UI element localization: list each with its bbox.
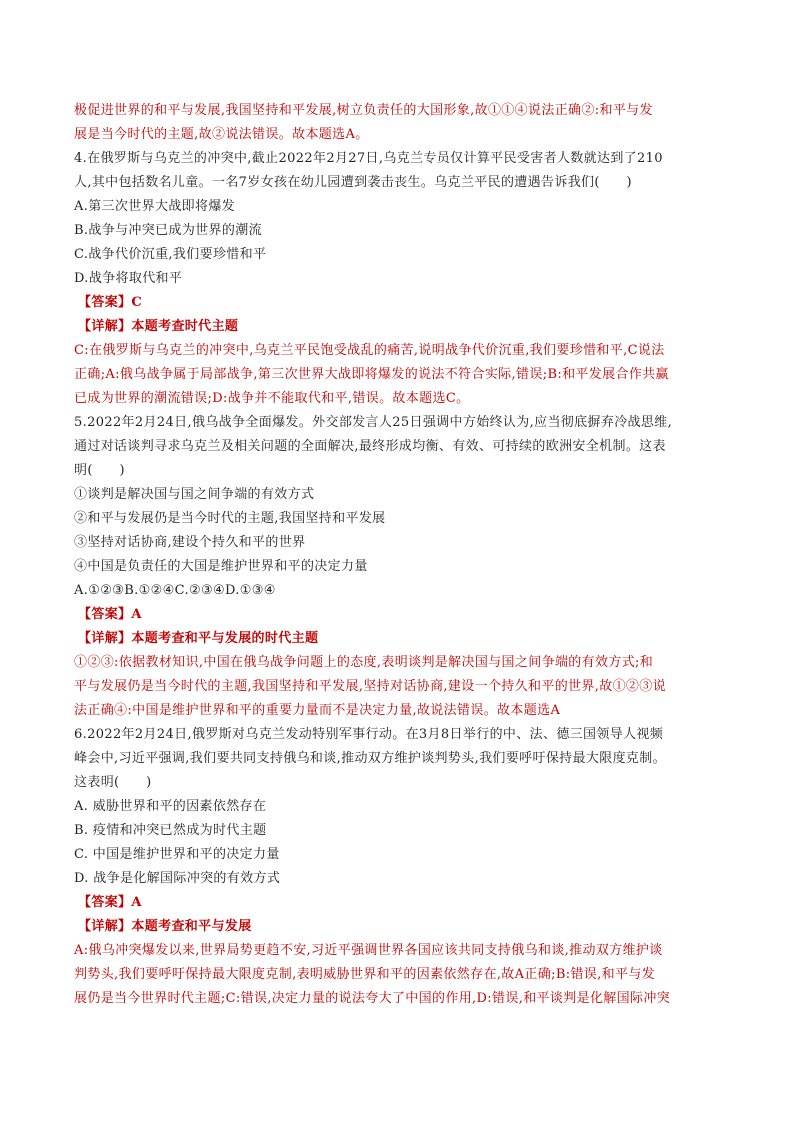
text-line: 【答案】A [78,607,142,622]
text-line: B.战争与冲突已成为世界的潮流 [74,223,262,238]
text-line: C. 中国是维护世界和平的决定力量 [74,847,280,862]
text-line: 极促进世界的和平与发展,我国坚持和平发展,树立负责任的大国形象,故①①④说法正确②:和平与发 [74,103,653,118]
text-line: 平与发展仍是当今时代的主题,我国坚持和平发展,坚持对话协商,建设一个持久和平的世界,故①②③说 [74,679,666,694]
text-line: C:在俄罗斯与乌克兰的冲突中,乌克兰平民饱受战乱的痛苦,说明战争代价沉重,我们要珍惜和平,C说法 [74,343,665,358]
text-line: ②和平与发展仍是当今时代的主题,我国坚持和平发展 [74,511,386,526]
text-line: 通过对话谈判寻求乌克兰及相关问题的全面解决,最终形成均衡、有效、可持续的欧洲安全机制。这表 [74,439,666,454]
text-line: A.①②③B.①②④C.②③④D.①③④ [74,583,276,598]
text-line: D.战争将取代和平 [74,271,183,286]
text-line: 【详解】本题考查和平与发展 [78,919,252,934]
text-line: 展是当今时代的主题,故②说法错误。故本题选A。 [74,127,369,142]
text-line: 判势头,我们要呼吁保持最大限度克制,表明威胁世界和平的因素依然存在,故A正确;B:错误,和平与发 [74,967,656,982]
text-line: ④中国是负责任的大国是维护世界和平的决定力量 [74,559,368,574]
text-line: 展仍是当今世界时代主题;C:错误,决定力量的说法夸大了中国的作用,D:错误,和平谈判是化解国际冲突 [74,991,671,1006]
text-line: 这表明( ) [74,775,152,790]
text-line: 【答案】C [78,295,143,310]
text-line: A:俄乌冲突爆发以来,世界局势更趋不安,习近平强调世界各国应该共同支持俄乌和谈,推动双方维护谈 [74,943,663,958]
text-line: 5.2022年2月24日,俄乌战争全面爆发。外交部发言人25日强调中方始终认为,应当彻底摒弃冷战思维, [74,415,673,430]
text-line: 【详解】本题考查和平与发展的时代主题 [78,631,319,646]
text-line: A.第三次世界大战即将爆发 [74,199,236,214]
text-line: 6.2022年2月24日,俄罗斯对乌克兰发动特别军事行动。在3月8日举行的中、法、德三国领导人视频 [74,727,664,742]
text-line: 法正确④:中国是维护世界和平的重要力量而不是决定力量,故说法错误。故本题选A [74,703,561,718]
text-line: 正确;A:俄乌战争属于局部战争,第三次世界大战即将爆发的说法不符合实际,错误;B:和平发展合作共赢 [74,367,669,382]
text-line: 明( ) [74,463,125,478]
text-line: ①②③:依据教材知识,中国在俄乌战争问题上的态度,表明谈判是解决国与国之间争端的有效方式;和 [74,655,654,670]
text-line: 人,其中包括数名儿童。一名7岁女孩在幼儿园遭到袭击丧生。乌克兰平民的遭遇告诉我们( ) [74,175,632,190]
text-line: C.战争代价沉重,我们要珍惜和平 [74,247,267,262]
text-line: D. 战争是化解国际冲突的有效方式 [74,871,281,886]
text-line: 已成为世界的潮流错误;D:战争并不能取代和平,错误。故本题选C。 [74,391,470,406]
text-line: A. 威胁世界和平的因素依然存在 [74,799,267,814]
text-line: B. 疫情和冲突已然成为时代主题 [74,823,267,838]
text-line: 【答案】A [78,895,142,910]
text-line: 4.在俄罗斯与乌克兰的冲突中,截止2022年2月27日,乌克兰专员仅计算平民受害者人数就达到了210 [74,151,663,166]
text-line: 峰会中,习近平强调,我们要共同支持俄乌和谈,推动双方维护谈判势头,我们要呼吁保持最大限度克制。 [74,751,666,766]
text-line: ①谈判是解决国与国之间争端的有效方式 [74,487,315,502]
text-line: ③坚持对话协商,建设个持久和平的世界 [74,535,306,550]
text-line: 【详解】本题考查时代主题 [78,319,239,334]
